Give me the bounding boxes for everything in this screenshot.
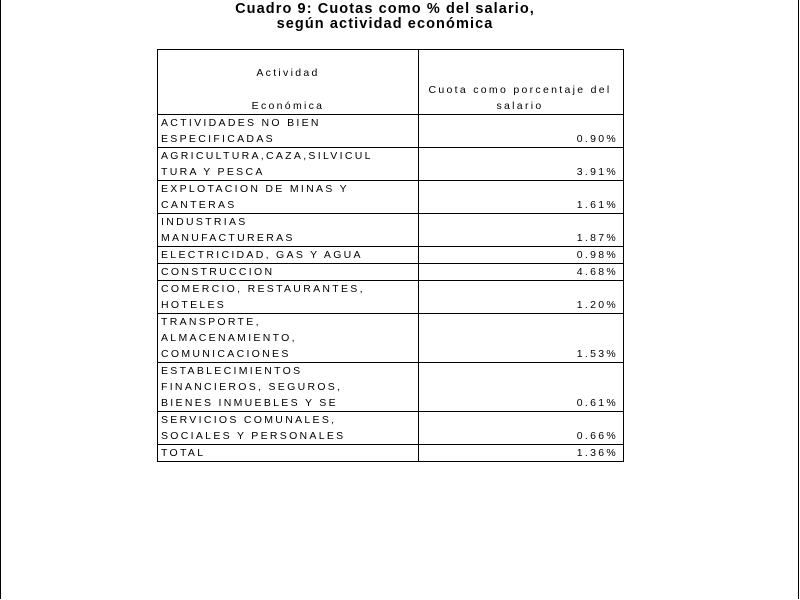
table-row	[158, 412, 624, 445]
activity-label: TRANSPORTE, ALMACENAMIENTO, COMUNICACIONES	[161, 316, 297, 360]
quota-value-cell: 0.66%	[419, 412, 624, 445]
quota-value-cell: 1.20%	[419, 281, 624, 314]
quota-value-cell: 4.68%	[419, 264, 624, 281]
quota-value-cell: 1.53%	[419, 314, 624, 363]
activity-cell	[158, 115, 419, 148]
activity-cell	[158, 281, 419, 314]
table-row	[158, 181, 624, 214]
table-row	[158, 214, 624, 247]
total-row	[158, 445, 624, 462]
activity-cell	[158, 181, 419, 214]
quota-value-cell: 0.90%	[419, 115, 624, 148]
header-activity-line-2: Económica	[251, 100, 325, 112]
header-activity	[158, 50, 419, 115]
table-row	[158, 363, 624, 412]
activity-cell	[158, 363, 419, 412]
table-row	[158, 314, 624, 363]
table-body	[158, 115, 624, 462]
activity-label: SERVICIOS COMUNALES, SOCIALES Y PERSONALES	[161, 414, 346, 442]
table-row	[158, 281, 624, 314]
header-quota: Cuota como porcentaje del salario	[419, 50, 624, 115]
table-title	[160, 2, 610, 32]
activity-label: CONSTRUCCION	[161, 266, 275, 278]
activity-cell	[158, 247, 419, 264]
activity-label: TOTAL	[161, 447, 206, 459]
activity-cell	[158, 148, 419, 181]
header-row	[158, 50, 624, 115]
title-line-2: según actividad económica	[276, 16, 494, 32]
activity-label: ESTABLECIMIENTOS FINANCIEROS, SEGUROS, BIENES INMUEBLES Y SE	[161, 365, 343, 409]
table-row	[158, 247, 624, 264]
activity-label: INDUSTRIAS MANUFACTURERAS	[161, 216, 295, 244]
activity-label: EXPLOTACION DE MINAS Y CANTERAS	[161, 183, 349, 211]
activity-cell	[158, 314, 419, 363]
quota-value-cell: 1.36%	[419, 445, 624, 462]
activity-label: ACTIVIDADES NO BIEN ESPECIFICADAS	[161, 117, 321, 145]
activity-cell	[158, 445, 419, 462]
activity-cell	[158, 264, 419, 281]
quota-value-cell: 1.87%	[419, 214, 624, 247]
quota-table	[157, 49, 624, 462]
activity-label: COMERCIO, RESTAURANTES, HOTELES	[161, 283, 365, 311]
activity-cell	[158, 214, 419, 247]
header-activity-line-1: Actividad	[256, 67, 320, 79]
title-line-1: Cuadro 9: Cuotas como % del salario,	[235, 1, 535, 17]
activity-label: AGRICULTURA,CAZA,SILVICUL TURA Y PESCA	[161, 150, 373, 178]
table-row	[158, 264, 624, 281]
table-row	[158, 115, 624, 148]
quota-value-cell: 0.98%	[419, 247, 624, 264]
activity-cell	[158, 412, 419, 445]
quota-value-cell: 1.61%	[419, 181, 624, 214]
activity-label: ELECTRICIDAD, GAS Y AGUA	[161, 249, 363, 261]
quota-value-cell: 3.91%	[419, 148, 624, 181]
quota-value-cell: 0.61%	[419, 363, 624, 412]
table-row	[158, 148, 624, 181]
